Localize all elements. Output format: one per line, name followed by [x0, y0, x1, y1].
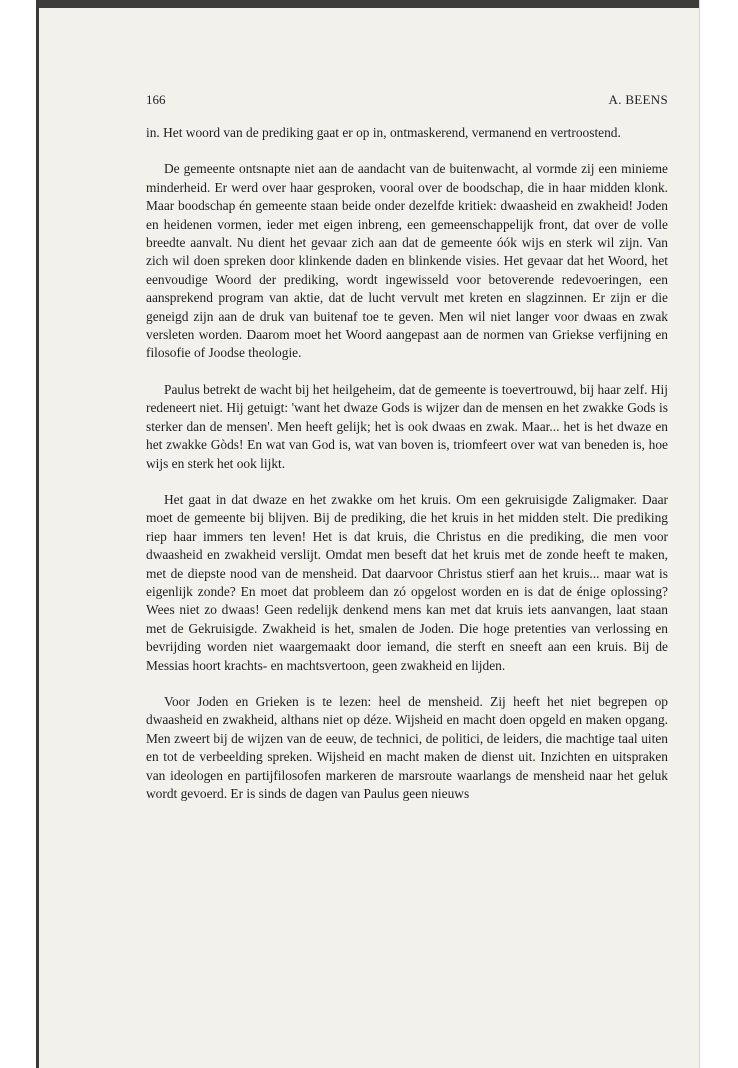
scan-top-edge — [0, 0, 738, 8]
paragraph-continuation: in. Het woord van de prediking gaat er op in, ontmaskerend, vermanend en vertroostend. — [146, 125, 621, 140]
page-header — [146, 92, 668, 112]
scan-right-margin — [700, 0, 738, 1068]
running-head-author: A. BEENS — [608, 92, 668, 107]
page-number: 166 — [146, 92, 166, 107]
paragraph: De gemeente ontsnapte niet aan de aandacht van de buitenwacht, al vormde zij een minieme minderheid. Er werd over haar gesproken, vooral over de boodschap, die in haar midden klonk. Maar boodschap én gemeente staan beide onder dezelfde kritiek: dwaasheid en zwakheid! Joden en heidenen vormen, ieder met eigen inbreng, een gemeenschappelijk front, dat over de volle breedte aanvalt. Nu dient het gevaar zich aan dat de gemeente óók wijs en sterk wil zijn. Van zich wil doen spreken door klinkende daden en blinkende visies. Het gevaar dat het Woord, het eenvoudige Woord der prediking, wordt ingewisseld voor betoverende redevoeringen, een aansprekend program van aktie, dat de lucht vervult met kreten en slagzinnen. Er zijn er die geneigd zijn aan de druk van buitenaf toe te geven. Men wil niet langer voor dwaas en zwak versleten worden. Daarom moet het Woord aangepast aan de normen van Griekse verfijning en filosofie of Joodse theologie. — [146, 161, 668, 361]
paragraph: Paulus betrekt de wacht bij het heilgeheim, dat de gemeente is toevertrouwd, bij haar zelf. Hij redeneert niet. Hij getuigt: 'want het dwaze Gods is wijzer dan de mensen en het zwakke Gods is sterker dan de mensen'. Men heeft gelijk; het ìs ook dwaas en zwak. Maar... het is het dwaze en het zwakke Gòds! En wat van God is, wat van boven is, triomfeert over wat van beneden is, hoe wijs en sterk het ook lijkt. — [146, 381, 668, 471]
scan-right-edge-line — [699, 0, 700, 1068]
scan-left-margin — [0, 0, 38, 1068]
body-text — [146, 124, 668, 803]
scan-left-edge-line — [36, 0, 39, 1068]
paragraph: Voor Joden en Grieken is te lezen: heel de mensheid. Zij heeft het niet begrepen op dwaasheid en zwakheid, althans niet op déze. Wijsheid en macht doen opgeld en maken opgang. Men zweert bij de wijzen van de eeuw, de technici, de politici, de leiders, die machtige taal uiten en tot de verbeelding spreken. Wijsheid en macht maken de dienst uit. Inzichten en uitspraken van ideologen en partijfilosofen markeren de marsroute waarlangs de mensheid naar het geluk wordt gevoerd. Er is sinds de dagen van Paulus geen nieuws — [146, 693, 668, 801]
paragraph: Het gaat in dat dwaze en het zwakke om het kruis. Om een gekruisigde Zaligmaker. Daar moet de gemeente bij blijven. Bij de prediking, die het kruis in het midden stelt. Die prediking riep haar immers ten leven! Het is dat kruis, die Christus en die prediking, die men voor dwaasheid en zwakheid verslijt. Omdat men beseft dat het kruis met de zonde heeft te maken, met de diepste nood van de mensheid. Dat daarvoor Christus stierf aan het kruis... maar wat is eigenlijk zonde? En moet dat probleem dan zó opgelost worden en is dat de énige oplossing? Wees niet zo dwaas! Geen redelijk denkend mens kan met dat kruis iets aanvangen, laat staan met de Gekruisigde. Zwakheid is het, smalen de Joden. Die hoge pretenties van verlossing en bevrijding worden niet waargemaakt door iemand, die sterft en sneeft aan een kruis. Bij de Messias hoort krachts- en machtsvertoon, geen zwakheid en lijden. — [146, 491, 668, 673]
